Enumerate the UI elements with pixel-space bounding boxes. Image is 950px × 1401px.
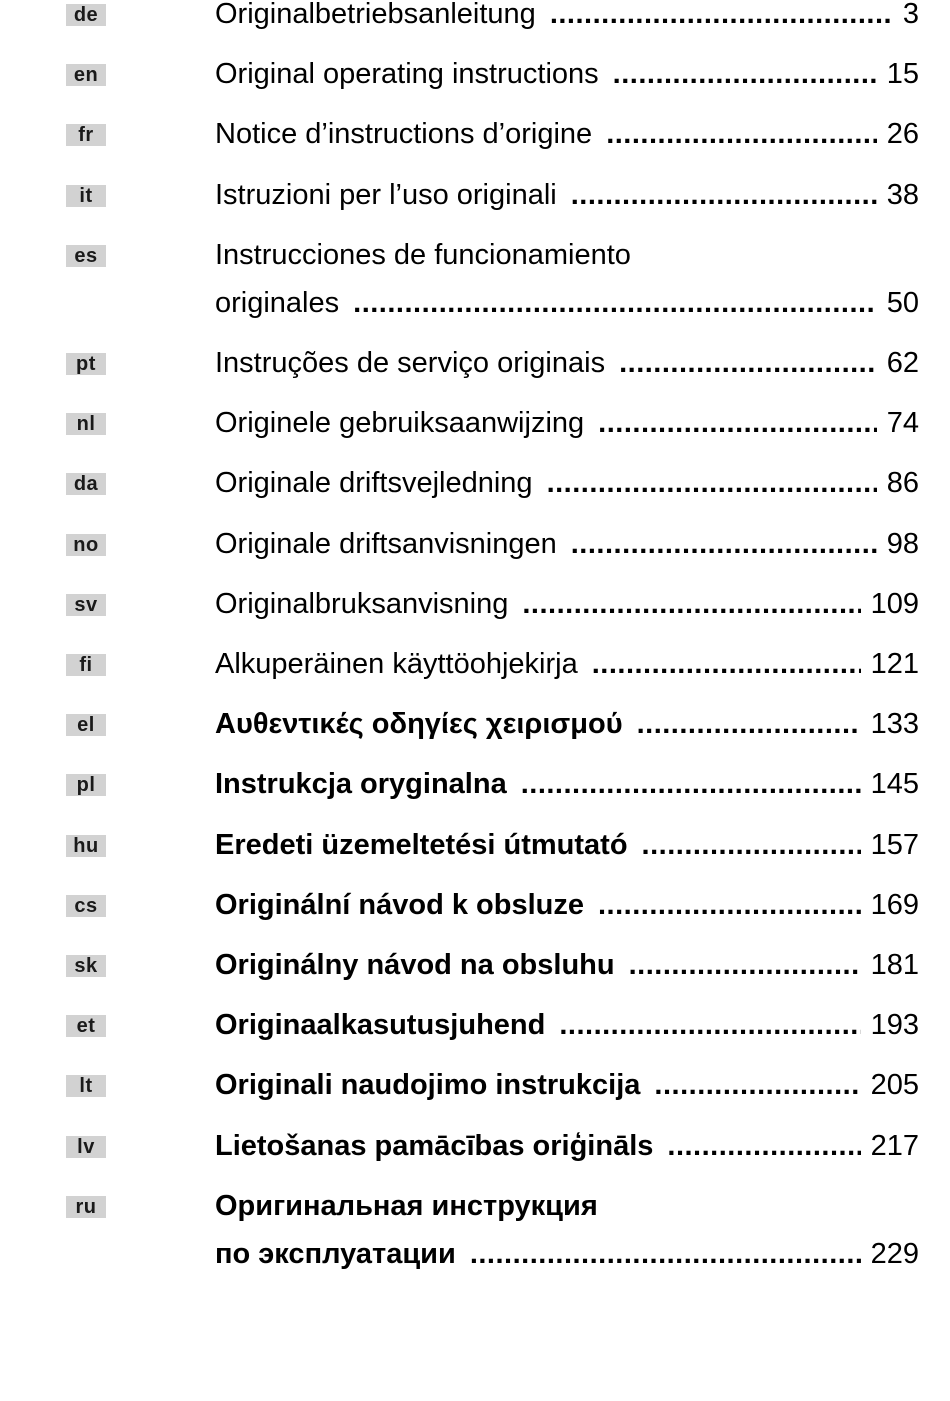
page-number: 229 bbox=[870, 1237, 919, 1270]
toc-title bbox=[215, 941, 919, 989]
page-number: 15 bbox=[886, 58, 919, 91]
toc-title bbox=[215, 50, 919, 98]
toc-title-text: Originalbetriebsanleitung bbox=[215, 0, 536, 30]
toc-title bbox=[215, 1001, 919, 1049]
page-number: 26 bbox=[886, 118, 919, 151]
toc-title bbox=[215, 520, 919, 568]
toc-title-text: Eredeti üzemeltetési útmutató bbox=[215, 828, 628, 861]
toc-title bbox=[215, 171, 919, 219]
language-badge: de bbox=[66, 4, 106, 26]
page-number: 86 bbox=[886, 467, 919, 500]
dot-leader bbox=[592, 640, 861, 688]
language-badge: sk bbox=[66, 955, 106, 977]
dot-leader bbox=[470, 1230, 861, 1278]
language-badge: fr bbox=[66, 124, 106, 146]
page-number: 181 bbox=[870, 949, 919, 981]
toc-title-text: Notice d’instructions d’origine bbox=[215, 118, 593, 151]
dot-leader bbox=[654, 1061, 860, 1109]
dot-leader bbox=[521, 760, 861, 808]
page-number: 133 bbox=[870, 708, 919, 741]
language-badge: da bbox=[66, 473, 106, 495]
toc-title bbox=[215, 821, 919, 869]
toc-title-text: Originalbruksanvisning bbox=[215, 587, 509, 620]
language-badge: fi bbox=[66, 654, 106, 676]
language-badge: en bbox=[66, 64, 106, 86]
dot-leader bbox=[559, 1001, 860, 1049]
dot-leader bbox=[353, 279, 877, 327]
page-number: 157 bbox=[870, 828, 919, 861]
dot-leader bbox=[571, 520, 877, 568]
language-badge: no bbox=[66, 534, 106, 556]
dot-leader bbox=[598, 881, 861, 929]
toc-title bbox=[215, 1182, 919, 1278]
toc-title-text: Оригинальная инструкция bbox=[215, 1189, 598, 1222]
toc-title-text: Originálny návod na obsluhu bbox=[215, 949, 615, 981]
toc-title-text: originales bbox=[215, 286, 340, 319]
page-number: 193 bbox=[870, 1009, 919, 1042]
dot-leader bbox=[642, 821, 861, 869]
language-badge: es bbox=[66, 245, 106, 267]
language-badge: pl bbox=[66, 774, 106, 796]
toc-title-text: Originele gebruiksaanwijzing bbox=[215, 407, 585, 440]
dot-leader bbox=[629, 941, 861, 989]
dot-leader bbox=[571, 171, 877, 219]
page-number: 62 bbox=[886, 347, 919, 379]
dot-leader bbox=[619, 339, 877, 387]
toc-title-text: Istruzioni per l’uso originali bbox=[215, 178, 557, 211]
toc-title bbox=[215, 881, 919, 929]
page-number: 205 bbox=[870, 1069, 919, 1102]
page-number: 121 bbox=[870, 648, 919, 680]
dot-leader bbox=[606, 110, 877, 158]
language-badge: it bbox=[66, 185, 106, 207]
page-number: 50 bbox=[886, 286, 919, 319]
toc-title bbox=[215, 760, 919, 808]
page-number: 74 bbox=[886, 407, 919, 440]
toc-title-text: Alkuperäinen käyttöohjekirja bbox=[215, 648, 578, 680]
language-badge: cs bbox=[66, 895, 106, 917]
page-number: 3 bbox=[902, 0, 919, 30]
page-number: 38 bbox=[886, 178, 919, 211]
toc-title-text: Instrucciones de funcionamiento bbox=[215, 238, 631, 271]
toc-title-text: Lietošanas pamācības oriģināls bbox=[215, 1129, 654, 1162]
page-number: 145 bbox=[870, 768, 919, 801]
toc-title-text: Originální návod k obsluze bbox=[215, 888, 584, 921]
toc-title bbox=[215, 339, 919, 387]
toc-title-text: по эксплуатации bbox=[215, 1237, 456, 1270]
dot-leader bbox=[667, 1122, 860, 1170]
toc-title bbox=[215, 459, 919, 507]
toc-title bbox=[215, 0, 919, 38]
dot-leader bbox=[637, 700, 861, 748]
toc-title bbox=[215, 231, 919, 327]
language-badge: pt bbox=[66, 353, 106, 375]
toc-title-text: Originale driftsvejledning bbox=[215, 467, 533, 500]
toc-title-text: Original operating instructions bbox=[215, 58, 599, 91]
toc-title-text: Instrukcja oryginalna bbox=[215, 768, 507, 801]
toc-title bbox=[215, 640, 919, 688]
page-number: 169 bbox=[870, 888, 919, 921]
dot-leader bbox=[613, 50, 877, 98]
page-number: 109 bbox=[870, 587, 919, 620]
language-badge: ru bbox=[66, 1196, 106, 1218]
dot-leader bbox=[550, 0, 893, 38]
toc-title bbox=[215, 580, 919, 628]
dot-leader bbox=[522, 580, 860, 628]
toc-title-text: Instruções de serviço originais bbox=[215, 347, 606, 379]
language-badge: hu bbox=[66, 835, 106, 857]
toc-title bbox=[215, 1061, 919, 1109]
language-badge: sv bbox=[66, 594, 106, 616]
page-number: 98 bbox=[886, 527, 919, 560]
page-number: 217 bbox=[870, 1129, 919, 1162]
language-badge: lv bbox=[66, 1136, 106, 1158]
dot-leader bbox=[547, 459, 877, 507]
toc-title-text: Originaalkasutusjuhend bbox=[215, 1009, 546, 1042]
toc-title bbox=[215, 700, 919, 748]
toc-title-text: Originali naudojimo instrukcija bbox=[215, 1069, 641, 1102]
dot-leader bbox=[598, 399, 877, 447]
toc-title bbox=[215, 110, 919, 158]
language-badge: et bbox=[66, 1015, 106, 1037]
toc-title-text: Αυθεντικές οδηγίες χειρισμού bbox=[215, 708, 623, 741]
toc-title bbox=[215, 399, 919, 447]
toc-title bbox=[215, 1122, 919, 1170]
language-badge: nl bbox=[66, 413, 106, 435]
language-badge: lt bbox=[66, 1075, 106, 1097]
language-badge: el bbox=[66, 714, 106, 736]
toc-title-text: Originale driftsanvisningen bbox=[215, 527, 557, 560]
